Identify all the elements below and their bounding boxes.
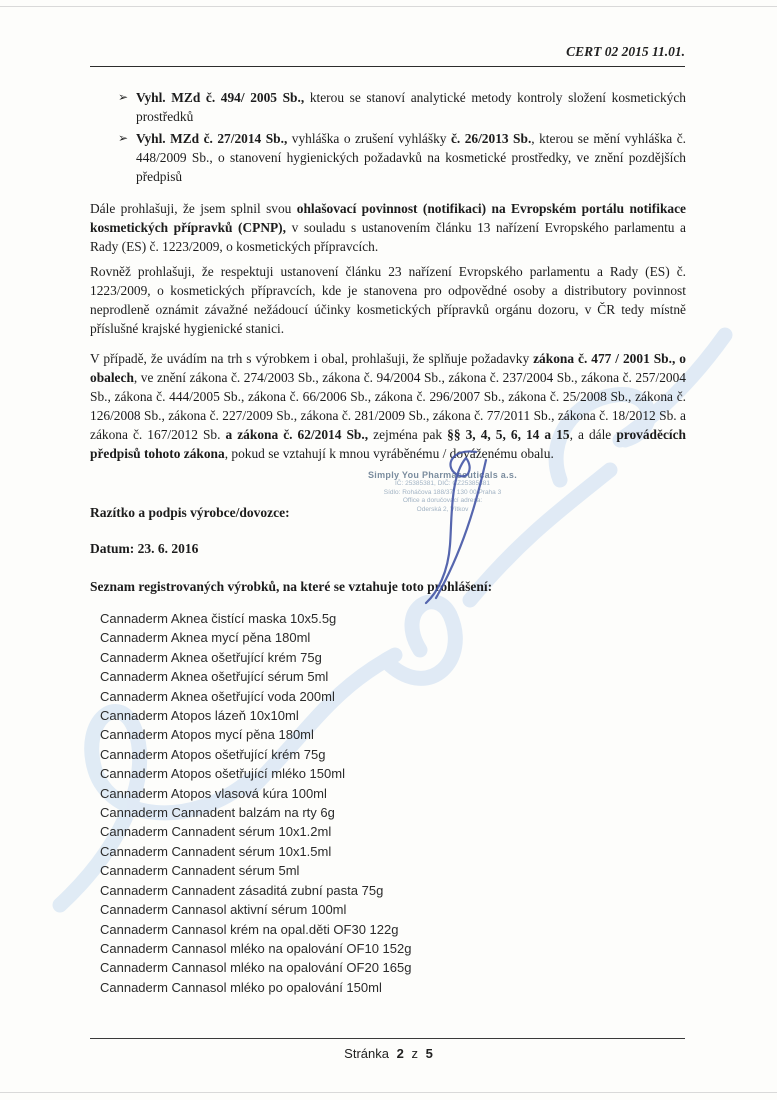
product-item: Cannaderm Aknea ošetřující voda 200ml [100,688,335,704]
product-item: Cannaderm Atopos vlasová kúra 100ml [100,785,327,801]
product-item: Cannaderm Cannadent balzám na rty 6g [100,805,335,821]
arrow-bullet-icon: ➢ [118,90,129,104]
text-segment: kterou se stanoví analytické metody kontroly složení kosmetických prostředků [136,90,687,124]
document-reference: CERT 02 2015 11.01. [566,44,685,59]
text-segment: prováděcích předpisů tohoto zákona [90,427,686,461]
text-segment: , kterou se mění vyhláška č. 448/2009 Sb., o stanovení hygienických požadavků na kosmetické prostředky, ve znění pozdějších předpisů [136,131,686,184]
product-item: Cannaderm Cannadent sérum 10x1.5ml [100,843,332,859]
product-item: Cannaderm Atopos lázeň 10x10ml [100,708,299,724]
arrow-bullet-icon: ➢ [118,131,129,145]
page-number-prefix: Stránka [344,1046,389,1061]
stamp-address: Sídlo: Roháčova 188/37, 130 00 Praha 3 [383,488,502,496]
stamp-company-name: Simply You Pharmaceuticals a.s. [367,470,518,480]
page-number-separator: z [411,1046,418,1061]
text-segment: Dále prohlašuji, že jsem splnil svou [90,201,297,216]
text-segment: zejména pak [368,427,448,442]
product-item: Cannaderm Cannadent sérum 10x1.2ml [100,824,332,840]
product-item: Cannaderm Cannasol krém na opal.děti OF30 122g [100,921,399,937]
product-list-heading: Seznam registrovaných výrobků, na které se vztahuje toto prohlášení: [90,579,493,594]
stamp-signature-heading: Razítko a podpis výrobce/dovozce: [90,505,290,520]
product-item: Cannaderm Cannasol mléko na opalování OF10 152g [100,940,412,956]
text-segment: §§ 3, 4, 5, 6, 14 a 15 [447,427,570,442]
product-item: Cannaderm Atopos mycí pěna 180ml [100,727,314,743]
date-label: Datum: [90,541,135,556]
page-number-total: 5 [425,1046,433,1061]
product-item: Cannaderm Aknea čistící maska 10x5.5g [100,611,337,626]
product-item: Cannaderm Aknea ošetřující sérum 5ml [100,669,329,685]
product-item: Cannaderm Aknea ošetřující krém 75g [100,649,322,665]
text-segment: v souladu s ustanovením článku 13 nařízení Evropského parlamentu a Rady (ES) č. 1223/2009, o kosmetických přípravcích. [90,220,686,254]
text-segment: , a dále [569,427,617,442]
product-item: Cannaderm Aknea mycí pěna 180ml [100,630,311,646]
product-item: Cannaderm Atopos ošetřující mléko 150ml [100,766,345,782]
product-item: Cannaderm Cannasol mléko na opalování OF20 165g [100,960,412,976]
text-segment: Rovněž prohlašuji, že respektuji ustanovení článku 23 nařízení Evropského parlamentu a Rady (ES) č. 1223/2009, o kosmetických přípravcích, kde je stanovena pro odpovědné osoby a distributory povinnost neprodleně oznámit závažné nežádoucí účinky kosmetických přípravků orgánu dozoru, v ČR tedy místně příslušné krajské hygienické stanici. [90,264,686,336]
text-segment: V případě, že uvádím na trh s výrobkem i obal, prohlašuji, že splňuje požadavky [90,351,534,366]
product-item: Cannaderm Cannadent sérum 5ml [100,863,300,879]
text-segment: ohlašovací povinnost (notifikaci) na Evropském portálu notifikace kosmetických přípravků (CPNP), [90,201,686,235]
product-item: Cannaderm Atopos ošetřující krém 75g [100,746,326,762]
text-segment: vyhláška o zrušení vyhlášky [287,131,451,146]
stamp-office-label: Office a doručovací adresa: [402,497,483,505]
product-item: Cannaderm Cannasol mléko po opalování 150ml [100,979,382,995]
product-item: Cannaderm Cannadent zásaditá zubní pasta 75g [100,882,384,898]
date-value: 23. 6. 2016 [134,541,199,556]
text-segment: , ve znění zákona č. 274/2003 Sb., zákona č. 94/2004 Sb., zákona č. 237/2004 Sb., zákona č. 257/2004 Sb., zákona č. 444/2005 Sb., zákona č. 66/2006 Sb., zákona č. 296/2007 Sb., zákona č. 25/2008 Sb., zákona č. 126/2008 Sb., zákona č. 227/2009 Sb., zákona č. 281/2009 Sb., zákona č. 77/2011 Sb., zákona č. 18/2012 Sb. a zákona č. 167/2012 Sb. [90,370,686,442]
stamp-office-address: Oderská 2, Vítkov [416,505,469,513]
text-segment: č. 26/2013 Sb. [450,131,532,146]
text-segment: , pokud se vztahují k mnou vyráběnému / dováženému obalu. [224,446,554,461]
text-segment: zákona č. 477 / 2001 Sb., o obalech [90,351,686,385]
text-segment: Vyhl. MZd č. 27/2014 Sb., [136,131,288,146]
text-segment: a zákona č. 62/2014 Sb., [225,427,369,442]
page-number-current: 2 [396,1046,404,1061]
text-segment: Vyhl. MZd č. 494/ 2005 Sb., [136,90,305,105]
stamp-ic-dic: IČ: 25385381, DIČ: CZ25385381 [394,480,491,487]
product-item: Cannaderm Cannasol aktivní sérum 100ml [100,902,347,918]
